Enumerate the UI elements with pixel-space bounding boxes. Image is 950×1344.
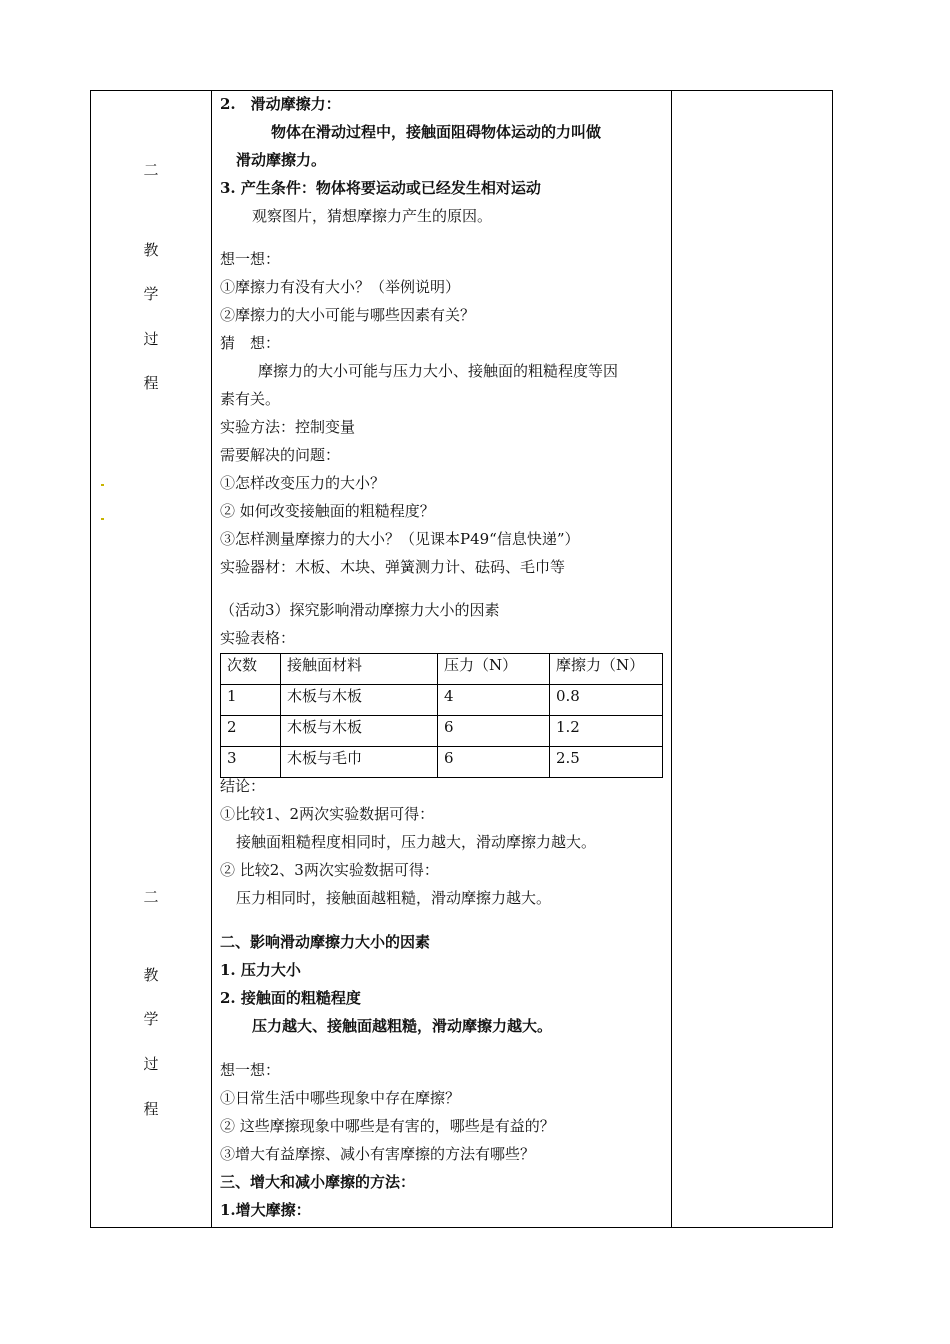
section-char: 过 bbox=[143, 330, 159, 348]
stray-mark bbox=[101, 518, 104, 520]
table-header: 压力（N） bbox=[438, 654, 550, 685]
section-char: 二 bbox=[143, 888, 159, 906]
section-char: 过 bbox=[143, 1055, 159, 1073]
body-text: ② 这些摩擦现象中哪些是有害的，哪些是有益的？ bbox=[220, 1117, 555, 1135]
table-cell: 1.2 bbox=[550, 716, 663, 747]
table-header: 接触面材料 bbox=[281, 654, 438, 685]
table-row bbox=[221, 685, 663, 716]
body-text: ①摩擦力有没有大小？（举例说明） bbox=[220, 278, 461, 296]
definition-text: 物体在滑动过程中，接触面阻碍物体运动的力叫做 bbox=[271, 123, 602, 141]
body-text: 需要解决的问题： bbox=[220, 446, 341, 464]
table-cell: 4 bbox=[438, 685, 550, 716]
table-cell: 木板与木板 bbox=[281, 685, 438, 716]
table-header-row bbox=[221, 654, 663, 685]
table-cell: 6 bbox=[438, 716, 550, 747]
body-text: ② 如何改变接触面的粗糙程度？ bbox=[220, 502, 435, 520]
body-text: 结论： bbox=[220, 777, 266, 795]
section-char: 教 bbox=[143, 966, 159, 984]
body-text: 实验器材：木板、木块、弹簧测力计、砝码、毛巾等 bbox=[220, 558, 566, 576]
factor-item: 2. 接触面的粗糙程度 bbox=[220, 989, 361, 1007]
section-char: 程 bbox=[143, 1100, 159, 1118]
body-text: 观察图片，猜想摩擦力产生的原因。 bbox=[252, 207, 493, 225]
activity-title: （活动3）探究影响滑动摩擦力大小的因素 bbox=[220, 601, 500, 619]
body-text: 想一想： bbox=[220, 250, 281, 268]
body-text: 素有关。 bbox=[220, 390, 281, 408]
table-row bbox=[221, 747, 663, 778]
heading-factors: 二、影响滑动摩擦力大小的因素 bbox=[220, 933, 431, 951]
table-header: 次数 bbox=[221, 654, 281, 685]
heading-methods: 三、增大和减小摩擦的方法： bbox=[220, 1173, 416, 1191]
column-divider-right bbox=[671, 91, 672, 1227]
definition-text: 滑动摩擦力。 bbox=[236, 151, 327, 169]
table-cell: 木板与毛巾 bbox=[281, 747, 438, 778]
body-text: 猜 想： bbox=[220, 334, 281, 352]
table-row bbox=[221, 716, 663, 747]
lesson-plan-table bbox=[90, 90, 833, 1228]
heading-sliding-friction: 2. 滑动摩擦力： bbox=[220, 95, 341, 113]
section-char: 程 bbox=[143, 374, 159, 392]
column-divider-left bbox=[211, 91, 212, 1227]
body-text: ② 比较2、3两次实验数据可得： bbox=[220, 861, 439, 879]
section-char: 教 bbox=[143, 241, 159, 259]
body-text: 摩擦力的大小可能与压力大小、接触面的粗糙程度等因 bbox=[258, 362, 619, 380]
body-text: 压力相同时，接触面越粗糙，滑动摩擦力越大。 bbox=[236, 889, 552, 907]
body-text: 实验表格： bbox=[220, 629, 296, 647]
table-cell: 2 bbox=[221, 716, 281, 747]
body-text: 实验方法：控制变量 bbox=[220, 418, 356, 436]
heading-conditions: 3. 产生条件：物体将要运动或已经发生相对运动 bbox=[220, 179, 541, 197]
stray-mark bbox=[101, 484, 104, 486]
body-text: ①比较1、2两次实验数据可得： bbox=[220, 805, 435, 823]
factor-summary: 压力越大、接触面越粗糙，滑动摩擦力越大。 bbox=[252, 1017, 553, 1035]
table-cell: 2.5 bbox=[550, 747, 663, 778]
table-cell: 木板与木板 bbox=[281, 716, 438, 747]
table-cell: 6 bbox=[438, 747, 550, 778]
body-text: ③增大有益摩擦、减小有害摩擦的方法有哪些？ bbox=[220, 1145, 536, 1163]
body-text: ①日常生活中哪些现象中存在摩擦？ bbox=[220, 1089, 461, 1107]
factor-item: 1. 压力大小 bbox=[220, 961, 301, 979]
table-cell: 3 bbox=[221, 747, 281, 778]
section-char: 学 bbox=[143, 1010, 159, 1028]
section-char: 二 bbox=[143, 161, 159, 179]
body-text: ②摩擦力的大小可能与哪些因素有关？ bbox=[220, 306, 476, 324]
body-text: ①怎样改变压力的大小？ bbox=[220, 474, 386, 492]
body-text: 想一想： bbox=[220, 1061, 281, 1079]
heading-increase-friction: 1.增大摩擦： bbox=[220, 1201, 311, 1219]
table-header: 摩擦力（N） bbox=[550, 654, 663, 685]
table-cell: 1 bbox=[221, 685, 281, 716]
body-text: ③怎样测量摩擦力的大小？（见课本P49“信息快递”） bbox=[220, 530, 580, 548]
experiment-table bbox=[220, 653, 663, 778]
body-text: 接触面粗糙程度相同时，压力越大，滑动摩擦力越大。 bbox=[236, 833, 597, 851]
section-char: 学 bbox=[143, 285, 159, 303]
table-cell: 0.8 bbox=[550, 685, 663, 716]
